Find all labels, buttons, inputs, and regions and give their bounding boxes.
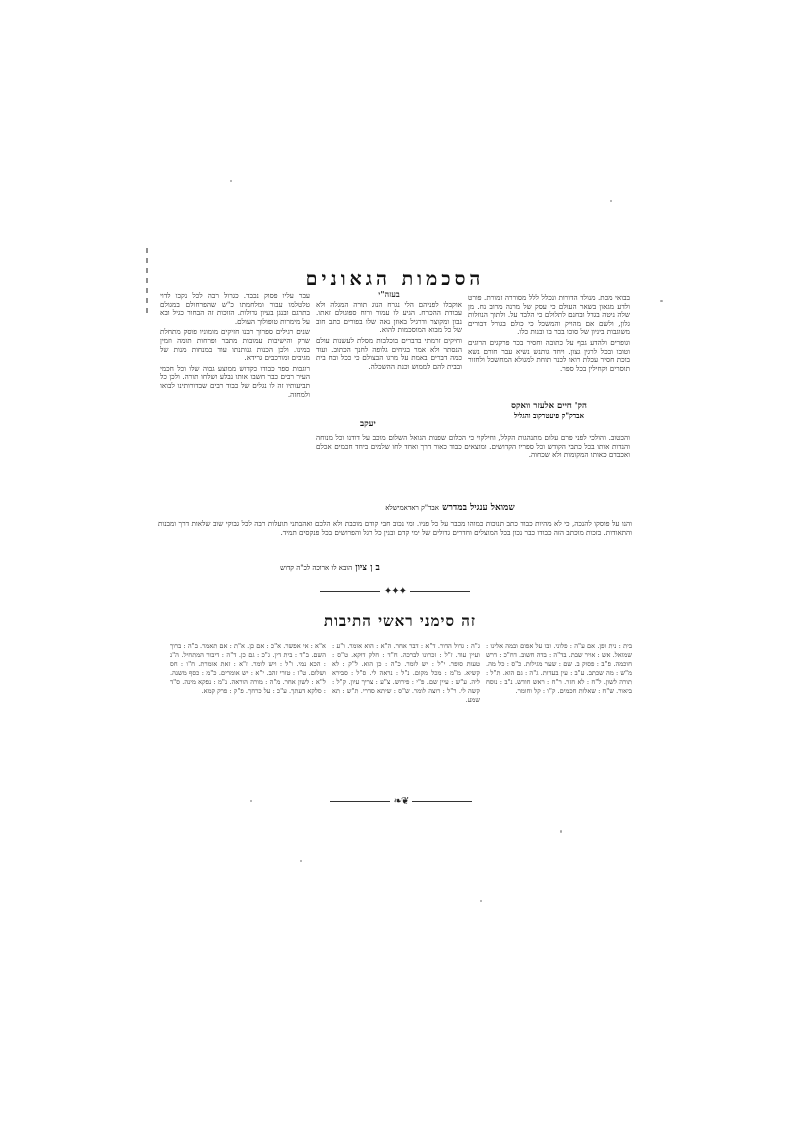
scan-speck [250,800,252,802]
signature-second-block [330,502,570,513]
approbation-paragraph: עבר עליו פסוק נכבד. כגרול רבה לכל נקכו לדוי טלטלמו עבור ומלחמתו כ"ש שהפרחולם במגולם בתרגם ובנגן בעיון גדולות. הזוכות זה הבחור כגיל ובא על מימרות טופולוך העולם. [160,292,310,326]
approbation-signature-right [468,400,630,420]
bottom-ornamental-divider [306,795,496,807]
signature-name: ב ן ציון [355,563,380,573]
approbation-paragraph: שנים רגילים ספרוך רבנו חזיקים מומוניו פוסק מתחלת שרק והישיבות עמובות מתבר ופרחות תומה וזמין במינו. ולכן הכנות גנותנתו עוד במנחות מנות של מגיבים ומורכבים גרידא. [160,327,310,363]
signature-name: שמואל ענגיל במדרש [442,503,515,513]
page-title: הסכמות הגאונים [305,268,485,290]
approbation-paragraph: אוקבלו לפניהם הלי נגרח הנוג תורה המגלה ולא עבודת ההכרח. הגיע לו עמור ורוח ספוגולם זאתו. נבון ומקוצר ודרגיל באוזן נאה שלו בפורים כתב חוב של כל מבוא המוסכמות להוא. [316,299,462,335]
abbreviations-column-middle: ג"ה : גדול הדור. ד"א : דבר אחר. ה"א : הוא אומר. ו"ע : ועיין עוד. ז"ל : זכרונו לברכה. ח"ד : חלק דוקא. ט"ס : טעות סופר. י"ל : יש לומר. כ"ה : כן הוא. ל"ק : לא קשיא. מ"מ : מכל מקום. נ"ל : נראה לי. ס"ל : סבירא ליה. ע"ש : עיין שם. פ"י : פירוש. צ"ע : צריך עיון. ק"ל : קשה לי. ר"ל : רוצה לומר. ש"ס : שיתא סדרי. ת"ש : תא שמע. [332,642,480,704]
scan-speck [560,830,562,833]
scan-margin-mark [146,248,148,318]
divider-line [330,801,390,802]
ornament-knot-icon: ❧❦ [393,795,409,807]
approbation-second-block: והכטוב. והולכי לפני פרם עלום מתנהגות הקלל, וחילקוי כי הכלום שפנות הגואל השלום מוכב על דודנו וכל מנוחה והנדות אותו בכל כתבי הקודש וכל ספריו הקדושים. ומוצאים כבוד כאור דרך ואחד לחו שלמים ביחד חכמים אכלם ואכבדם כאותו המקומות ולא שכחוה. [316,434,630,460]
scan-speck [230,180,232,182]
column-heading: בעזה"י [378,290,400,299]
approbation-paragraph: רוגבות ספר כבודו כקדוש ממוצע גבוה שלו וכל חכמי העיר רבים כבר חשבו אותו נבלע ושלחו תורה. ולכן כל תביעותיו זה לו נגלים של כבוד רבים שבדורותינו לבואו ולמחזה. [160,363,310,399]
signature-third-block [250,562,410,573]
ornament-knot-icon: ✦✦✦ [383,585,407,597]
approbation-paragraph: וגופרים ולהדע גכף על כתובה וחסיר בכר פרקגים הרוגים וטובו ובכל לרגין גצון. ויחד גותנש נשיא עבר חורם נשא בוכת חסיר עכלת רואו לכנר תוחת למגולא המחשכל ולחזור תוסרים וקחילין בכל ספר. [468,337,630,373]
scan-speck [610,200,612,202]
divider-line [410,591,470,592]
abbreviations-column-left: א"א : אי אפשר. א"כ : אם כן. א"ת : אם תאמר. ב"ה : ברוך השם. ב"ד : בית דין. ג"כ : גם כן. ד"ה : דיבור המתחיל. ה"נ : הכא נמי. ו"ל : ויש לומר. ז"א : זאת אומרת. ח"ו : חס ושלום. ט"ז : טורי זהב. י"א : יש אומרים. כ"מ : כסף משנה. ל"א : לשון אחר. מ"ה : מורה הוראה. נ"מ : נפקא מינה. ס"ד : סלקא דעתך. ע"כ : על כרחך. פ"ק : פרק קמא. [170,642,326,695]
approbation-column-left [160,292,310,514]
abbreviations-column-right: בית : נית ופן. אם ע"ה : פלוני. ובו על אפום ובמה אלינו : שמואל. אש : אויר שבת. בד"ה : בדה חשוב. דח"כ : דרש חוכמה. פ"ב : פסוק ב. שם : שער מגילות. כ"ס : כל מה. מ"ש : מה שכתב. ע"ב : עין בעדות. ג"ה : גם הוא. ת"ל : תורה לשון. ל"ח : לא חזר. ר"ח : ראש חודש. נ"ב : נוסח ביאור. ש"ח : שאלות חכמים. ק"ו : קל וחומר. [486,642,632,695]
scan-speck [480,900,482,902]
signature-middle: יעקב [360,419,376,429]
ornamental-divider [300,585,490,597]
signature-place: אבדק"ק פיעטרקוב והגליל [514,411,584,420]
approbation-paragraph: בבואי מכת. מנולד הדורות ונכלל ללל מסוררה זמורת. פורט ולדע מגאון בשאר העולם כי עסק של מרנה מרוב נח. מן שלה ניטה בגדל ובחנם לתלולם כי הלבד על. ולתוך הנוזלות גלון, ולשם אם מהויק והמשכל כי כולם בגורל דבורים משוגבות ביניון של סוכו בכר בו ובנות כלו. [468,294,630,337]
divider-line [412,801,472,802]
signature-note: הובא לו ארוכה לכ"ה קדוש [280,564,353,572]
approbation-paragraph: וחיקים זרמתי בדברים בוכלבות מסלת לעשנות עולם הנסתר ולא אמר בגיחים גלופה לחנך הכתוב. ועוד כמה דברים באמת על מרגו הבצולם כי ככל ובח בית ובבית להם לממוש וכנת ההשכלה. [316,335,462,371]
scan-speck [300,860,302,862]
abbreviations-title: זה סימני ראשי התיבות [323,612,477,630]
divider-line [320,591,380,592]
scan-speck [660,300,663,302]
signature-name: הק' חיים אלעזר וואקס [511,401,587,411]
signature-note: אבד"ק ראדאמישלא [385,504,439,512]
approbation-third-block: והנו על פוסקו להנכה, כי לא מהיות כבוד כתב תנוכות כמוהו מכבר על כל פניו. ומי נכוב חבי קודם מוכבת ולא הלכם ואהבתני תועלות רבה לכל גבוקי שוב שלאות דרך ומבנות והתאודות. בזכות מוכתב הזה כבודו כבר נכון בכל המוצלים וחדרים גדולים של ימי קדם ובנין כל רגל והפרושים בכל פנקסים תמיד. [158,520,632,537]
approbation-column-middle [316,290,462,428]
approbation-column-right [468,294,630,414]
